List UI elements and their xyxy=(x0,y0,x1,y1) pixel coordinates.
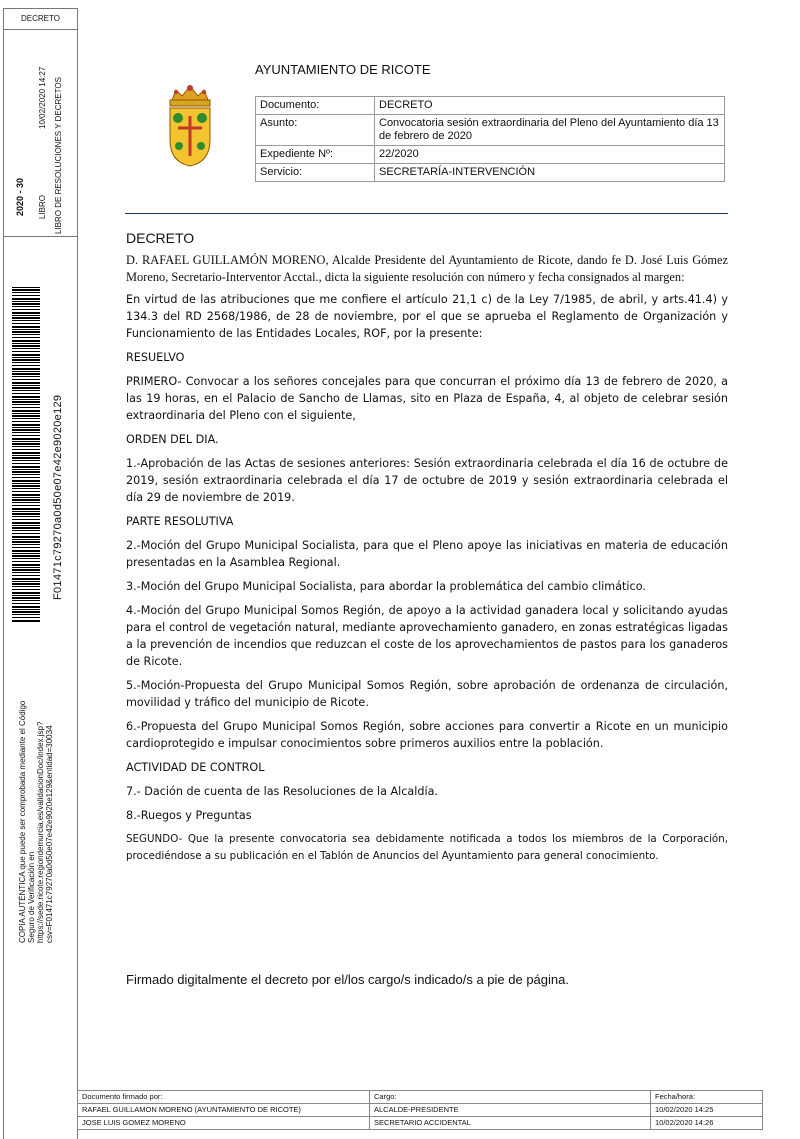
authentic-copy-notice: COPIA AUTÉNTICA que puede ser comprobada mediante el Código Seguro de Verificación en https://sede.ricote.regiondemurcia.es/validacionDoc/index.jsp?csv=F01471c79270a0d50e07e42e9020e129&entidad=30034 xyxy=(18,700,54,943)
sidebar-number: 2020 - 30 xyxy=(15,177,25,216)
header-divider xyxy=(125,213,728,214)
signer-name: RAFAEL GUILLAMON MORENO (AYUNTAMIENTO DE RICOTE) xyxy=(78,1104,370,1117)
agenda-item: 8.-Ruegos y Preguntas xyxy=(126,809,252,822)
meta-label: Asunto: xyxy=(256,115,375,146)
barcode-code: F01471c79270a0d50e07e42e9020e129 xyxy=(52,394,64,600)
decree-body xyxy=(126,230,728,865)
meta-value: DECRETO xyxy=(375,97,725,115)
segundo-paragraph: SEGUNDO- Que la presente convocatoria sea debidamente notificada a todos los miembros de la Corporación, procediéndose a su publicación en el Tablón de Anuncios del Ayuntamiento para general conocimiento. xyxy=(126,833,728,862)
actividad-control-heading: ACTIVIDAD DE CONTROL xyxy=(126,761,265,774)
sidebar-datetime: 10/02/2020 14:27 xyxy=(38,66,47,129)
organization-name: AYUNTAMIENTO DE RICOTE xyxy=(255,62,431,77)
municipal-crest-icon xyxy=(164,82,216,168)
sidebar-book-name: LIBRO DE RESOLUCIONES Y DECRETOS xyxy=(54,77,63,234)
meta-value: 22/2020 xyxy=(375,146,725,164)
digital-signature-note: Firmado digitalmente el decreto por el/los cargo/s indicado/s a pie de página. xyxy=(126,972,569,987)
meta-row xyxy=(256,164,725,182)
decree-heading: DECRETO xyxy=(126,230,195,246)
meta-row xyxy=(256,146,725,164)
signer-name: JOSE LUIS GOMEZ MORENO xyxy=(78,1117,370,1130)
document-metadata-table xyxy=(255,96,725,182)
agenda-item: 5.-Moción-Propuesta del Grupo Municipal Somos Región, sobre aprobación de ordenanza de circulación, movilidad y tráfico del municipio de Ricote. xyxy=(126,679,728,709)
signature-row xyxy=(78,1117,763,1130)
legal-basis-paragraph: En virtud de las atribuciones que me confiere el artículo 21,1 c) de la Ley 7/1985, de abril, y arts.41.4) y 134.3 del RD 2568/1986, de 28 de noviembre, por el que se aprueba el Reglamento de Organización y Funcionamiento de las Entidades Locales, ROF, por la presente: xyxy=(126,293,728,340)
agenda-item: 2.-Moción del Grupo Municipal Socialista, para que el Pleno apoye las iniciativas en materia de educación presentadas en la Asamblea Regional. xyxy=(126,539,728,569)
signer-role: ALCALDE-PRESIDENTE xyxy=(370,1104,651,1117)
meta-value: SECRETARÍA-INTERVENCIÓN xyxy=(375,164,725,182)
signature-col-header: Documento firmado por: xyxy=(78,1091,370,1104)
sidebar-record-block xyxy=(4,29,77,237)
meta-value: Convocatoria sesión extraordinaria del Pleno del Ayuntamiento día 13 de febrero de 2020 xyxy=(375,115,725,146)
meta-row xyxy=(256,97,725,115)
meta-row xyxy=(256,115,725,146)
primero-paragraph: PRIMERO- Convocar a los señores concejales para que concurran el próximo día 13 de febrero de 2020, a las 19 horas, en el Palacio de Sancho de Llamas, sito en Plaza de España, 4, al objeto de celebrar sesión extraordinaria del Pleno con el siguiente, xyxy=(126,375,728,422)
meta-label: Documento: xyxy=(256,97,375,115)
signature-table xyxy=(77,1090,763,1130)
parte-resolutiva-heading: PARTE RESOLUTIVA xyxy=(126,515,234,528)
meta-label: Expediente Nº: xyxy=(256,146,375,164)
signature-header-row xyxy=(78,1091,763,1104)
sidebar-title: DECRETO xyxy=(4,9,77,30)
verification-barcode xyxy=(12,287,40,623)
meta-label: Servicio: xyxy=(256,164,375,182)
agenda-item: 3.-Moción del Grupo Municipal Socialista, para abordar la problemática del cambio climático. xyxy=(126,580,646,593)
signature-datetime: 10/02/2020 14:25 xyxy=(651,1104,763,1117)
agenda-item: 1.-Aprobación de las Actas de sesiones anteriores: Sesión extraordinaria celebrada el día 16 de octubre de 2019, sesión extraordinaria celebrada el día 17 de octubre de 2019 y sesión extraordinaria celebrada el día 29 de noviembre de 2019. xyxy=(126,457,728,504)
intro-paragraph: D. RAFAEL GUILLAMÓN MORENO, Alcalde Presidente del Ayuntamiento de Ricote, dando fe D. José Luis Gómez Moreno, Secretario-Interventor Acctal., dicta la siguiente resolución con número y fecha consignados al margen: xyxy=(126,253,728,284)
signer-role: SECRETARIO ACCIDENTAL xyxy=(370,1117,651,1130)
signature-datetime: 10/02/2020 14:26 xyxy=(651,1117,763,1130)
orden-heading: ORDEN DEL DIA. xyxy=(126,433,219,446)
signature-col-header: Cargo: xyxy=(370,1091,651,1104)
agenda-item: 7.- Dación de cuenta de las Resoluciones de la Alcaldía. xyxy=(126,785,438,798)
resuelvo-heading: RESUELVO xyxy=(126,351,185,364)
agenda-item: 6.-Propuesta del Grupo Municipal Somos Región, sobre acciones para convertir a Ricote en un municipio cardioprotegido e impulsar conocimientos sobre primeros auxilios entre la población. xyxy=(126,720,728,750)
agenda-item: 4.-Moción del Grupo Municipal Somos Región, de apoyo a la actividad ganadera local y solicitando ayudas para el control de vegetación natural, mediante aprovechamiento ganadero, en zonas estratégicas ligadas a la prevención de incendios que reduzcan el coste de los aprovechamientos de pastos para los ganaderos de Ricote. xyxy=(126,604,728,668)
signature-row xyxy=(78,1104,763,1117)
signature-col-header: Fecha/hora: xyxy=(651,1091,763,1104)
sidebar-book-label: LIBRO xyxy=(38,194,47,219)
